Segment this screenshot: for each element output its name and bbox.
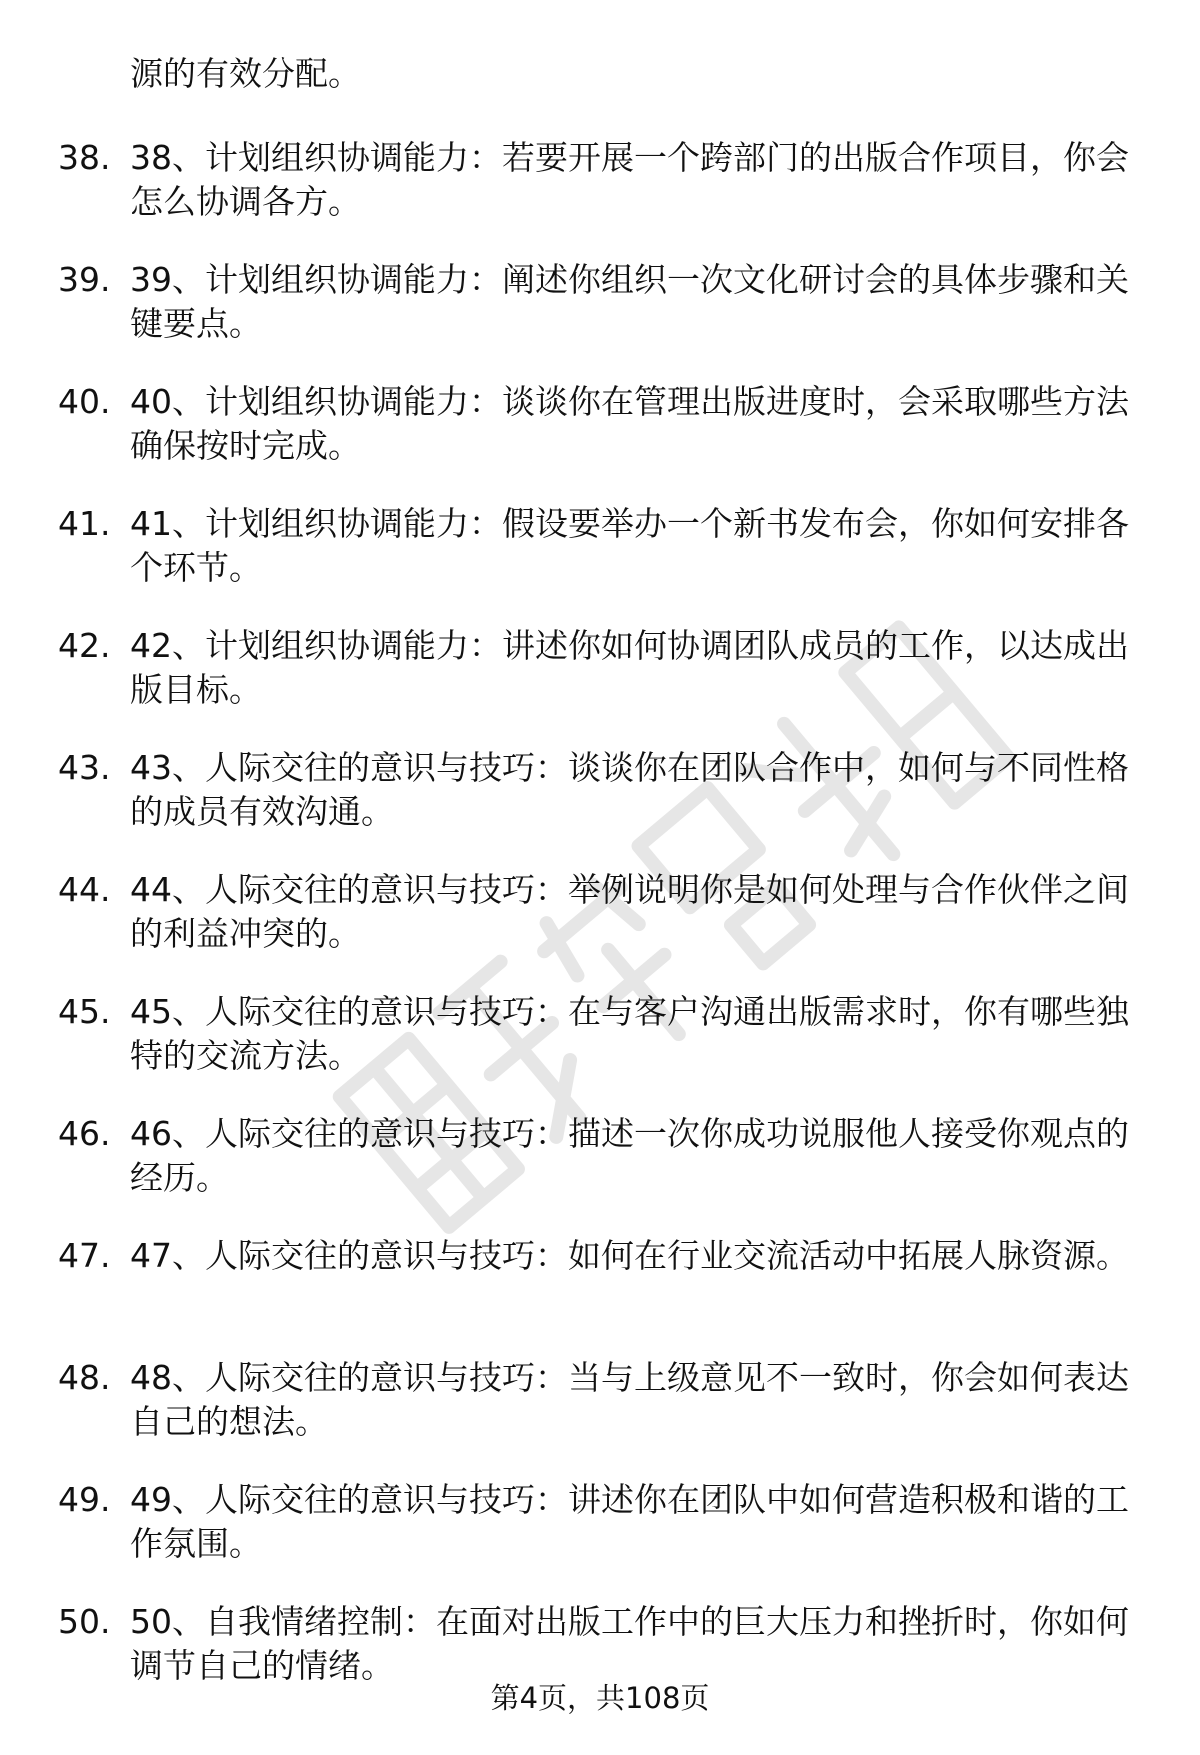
list-item — [0, 136, 1200, 258]
continuation-text: 源的有效分配。 — [130, 54, 361, 93]
list-item — [0, 746, 1200, 868]
item-number: 39. — [58, 260, 111, 299]
question-list — [0, 136, 1200, 1722]
list-item — [0, 502, 1200, 624]
list-item — [0, 1112, 1200, 1234]
item-text: 44、人际交往的意识与技巧：举例说明你是如何处理与合作伙伴之间的利益冲突的。 — [130, 870, 1129, 953]
item-number: 43. — [58, 748, 111, 787]
item-text: 39、计划组织协调能力：阐述你组织一次文化研讨会的具体步骤和关键要点。 — [130, 260, 1129, 343]
item-text: 45、人际交往的意识与技巧：在与客户沟通出版需求时，你有哪些独特的交流方法。 — [130, 992, 1129, 1075]
item-text: 43、人际交往的意识与技巧：谈谈你在团队合作中，如何与不同性格的成员有效沟通。 — [130, 748, 1129, 831]
list-item — [0, 624, 1200, 746]
item-text: 50、自我情绪控制：在面对出版工作中的巨大压力和挫折时，你如何调节自己的情绪。 — [130, 1602, 1129, 1685]
list-item — [0, 1478, 1200, 1600]
item-number: 46. — [58, 1114, 111, 1153]
list-item — [0, 258, 1200, 380]
item-number: 40. — [58, 382, 111, 421]
item-number: 48. — [58, 1358, 111, 1397]
item-text: 48、人际交往的意识与技巧：当与上级意见不一致时，你会如何表达自己的想法。 — [130, 1358, 1129, 1441]
item-text: 41、计划组织协调能力：假设要举办一个新书发布会，你如何安排各个环节。 — [130, 504, 1129, 587]
list-item — [0, 1356, 1200, 1478]
list-item — [0, 868, 1200, 990]
item-text: 42、计划组织协调能力：讲述你如何协调团队成员的工作，以达成出版目标。 — [130, 626, 1129, 709]
item-number: 44. — [58, 870, 111, 909]
item-text: 40、计划组织协调能力：谈谈你在管理出版进度时，会采取哪些方法确保按时完成。 — [130, 382, 1129, 465]
item-number: 47. — [58, 1236, 111, 1275]
list-item — [0, 380, 1200, 502]
item-number: 41. — [58, 504, 111, 543]
item-text: 46、人际交往的意识与技巧：描述一次你成功说服他人接受你观点的经历。 — [130, 1114, 1129, 1197]
item-number: 49. — [58, 1480, 111, 1519]
item-text: 49、人际交往的意识与技巧：讲述你在团队中如何营造积极和谐的工作氛围。 — [130, 1480, 1129, 1563]
item-number: 50. — [58, 1602, 111, 1641]
item-number: 42. — [58, 626, 111, 665]
page-footer: 第4页，共108页 — [490, 1681, 710, 1715]
item-number: 45. — [58, 992, 111, 1031]
item-number: 38. — [58, 138, 111, 177]
list-item — [0, 1234, 1200, 1356]
item-text: 47、人际交往的意识与技巧：如何在行业交流活动中拓展人脉资源。 — [130, 1236, 1129, 1275]
list-item — [0, 990, 1200, 1112]
item-text: 38、计划组织协调能力：若要开展一个跨部门的出版合作项目，你会怎么协调各方。 — [130, 138, 1129, 221]
